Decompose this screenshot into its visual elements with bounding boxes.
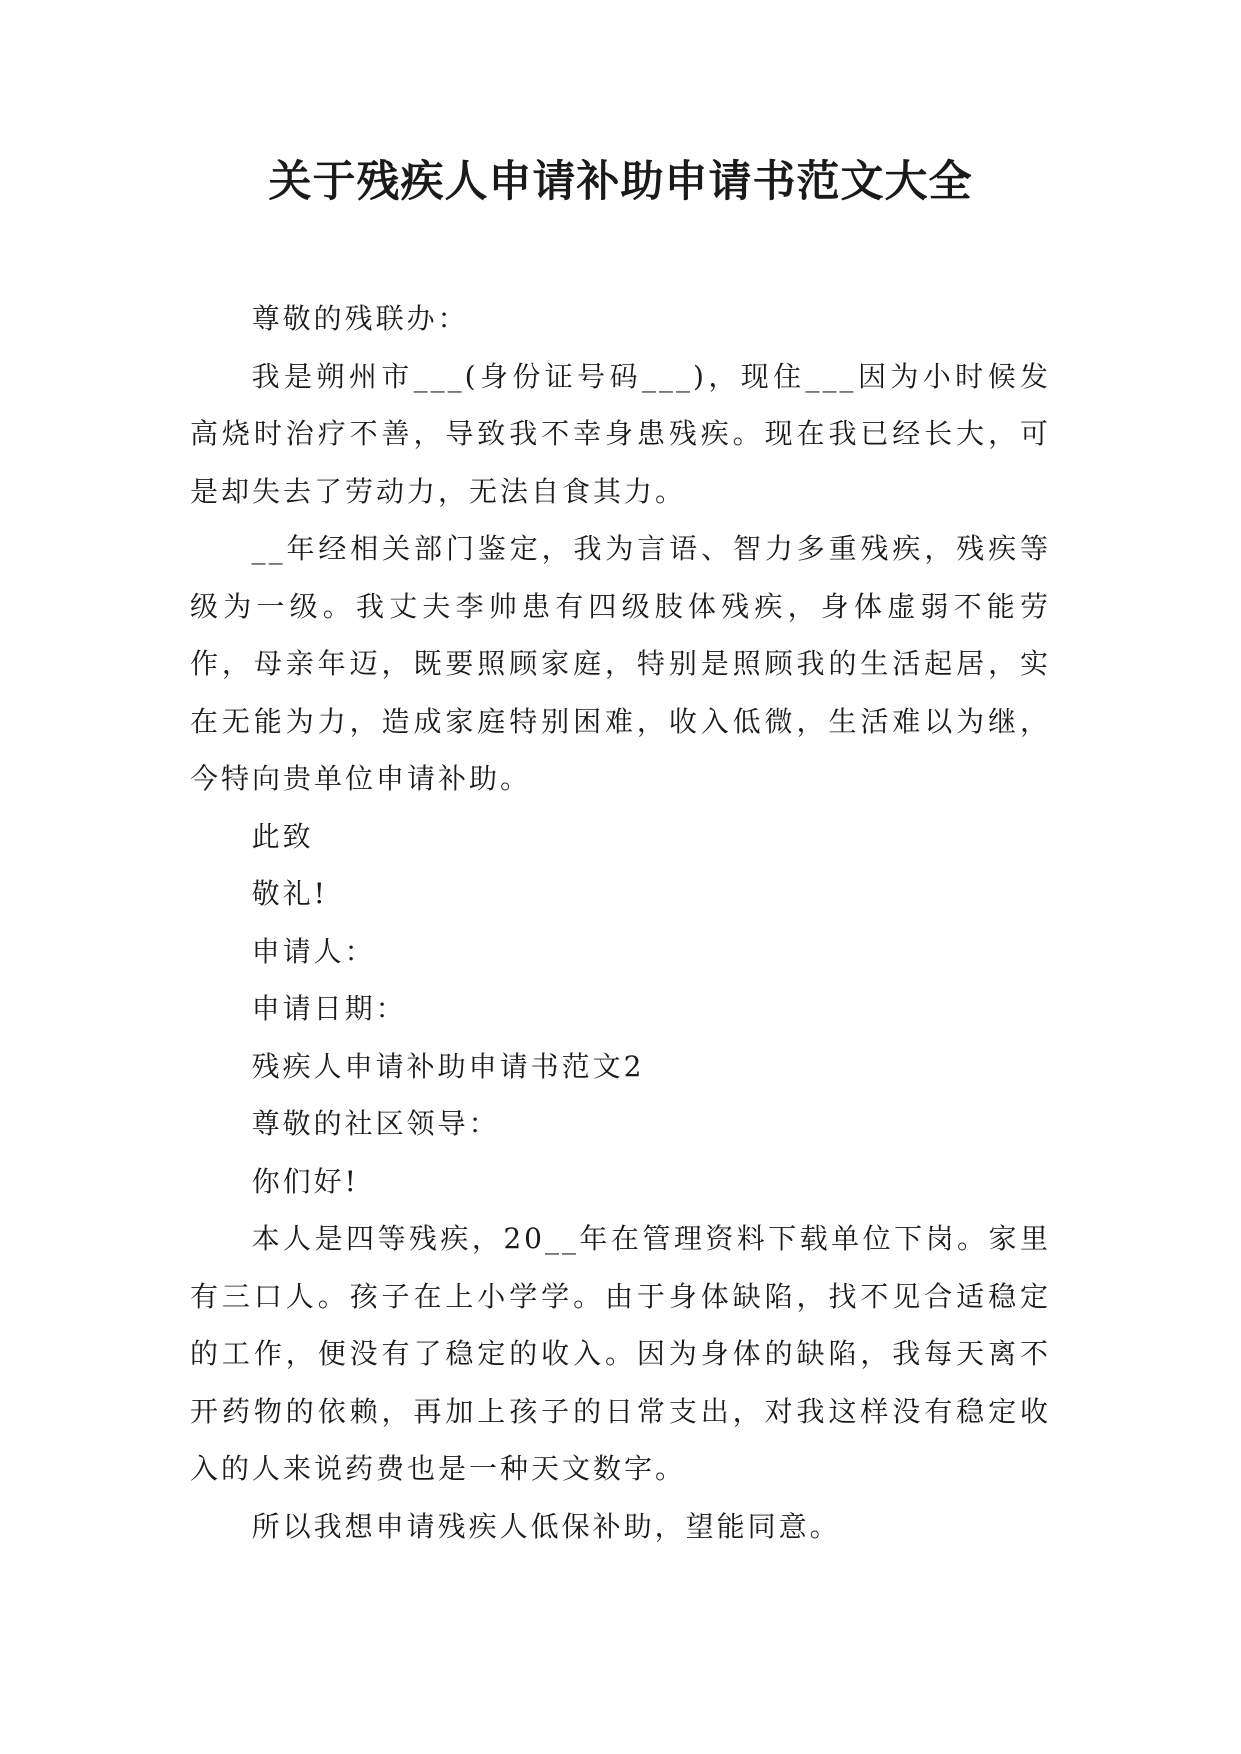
salutation: 尊敬的社区领导： — [251, 1107, 500, 1140]
document-title: 关于残疾人申请补助申请书范文大全 — [268, 157, 973, 207]
closing-line: 此致 — [251, 819, 314, 853]
document-body — [190, 290, 1051, 1555]
paragraph: 所以我想申请残疾人低保补助，望能同意。 — [251, 1509, 841, 1543]
greeting: 你们好! — [251, 1164, 359, 1198]
closing-line: 敬礼! — [251, 877, 328, 910]
applicant-line: 申请人： — [251, 934, 376, 968]
section-heading: 残疾人申请补助申请书范文2 — [251, 1049, 645, 1083]
paragraph: 本人是四等残疾，20__年在管理资料下载单位下岗。家里有三口人。孩子在上小学学。由于身体缺陷，找不见合适稳定的工作，便没有了稳定的收入。因为身体的缺陷，我每天离不开药物的依赖，再加上孩子的日常支出，对我这样没有稳定收入的人来说药费也是一种天文数字。 — [190, 1222, 1051, 1485]
paragraph: 我是朔州市___(身份证号码___)，现住___因为小时候发高烧时治疗不善，导致我不幸身患残疾。现在我已经长大，可是却失去了劳动力，无法自食其力。 — [190, 359, 1051, 508]
salutation: 尊敬的残联办： — [251, 302, 469, 335]
date-line: 申请日期： — [251, 992, 407, 1025]
paragraph: __年经相关部门鉴定，我为言语、智力多重残疾，残疾等级为一级。我丈夫李帅患有四级肢体残疾，身体虚弱不能劳作，母亲年迈，既要照顾家庭，特别是照顾我的生活起居，实在无能为力，造成家庭特别困难，收入低微，生活难以为继，今特向贵单位申请补助。 — [190, 532, 1051, 795]
